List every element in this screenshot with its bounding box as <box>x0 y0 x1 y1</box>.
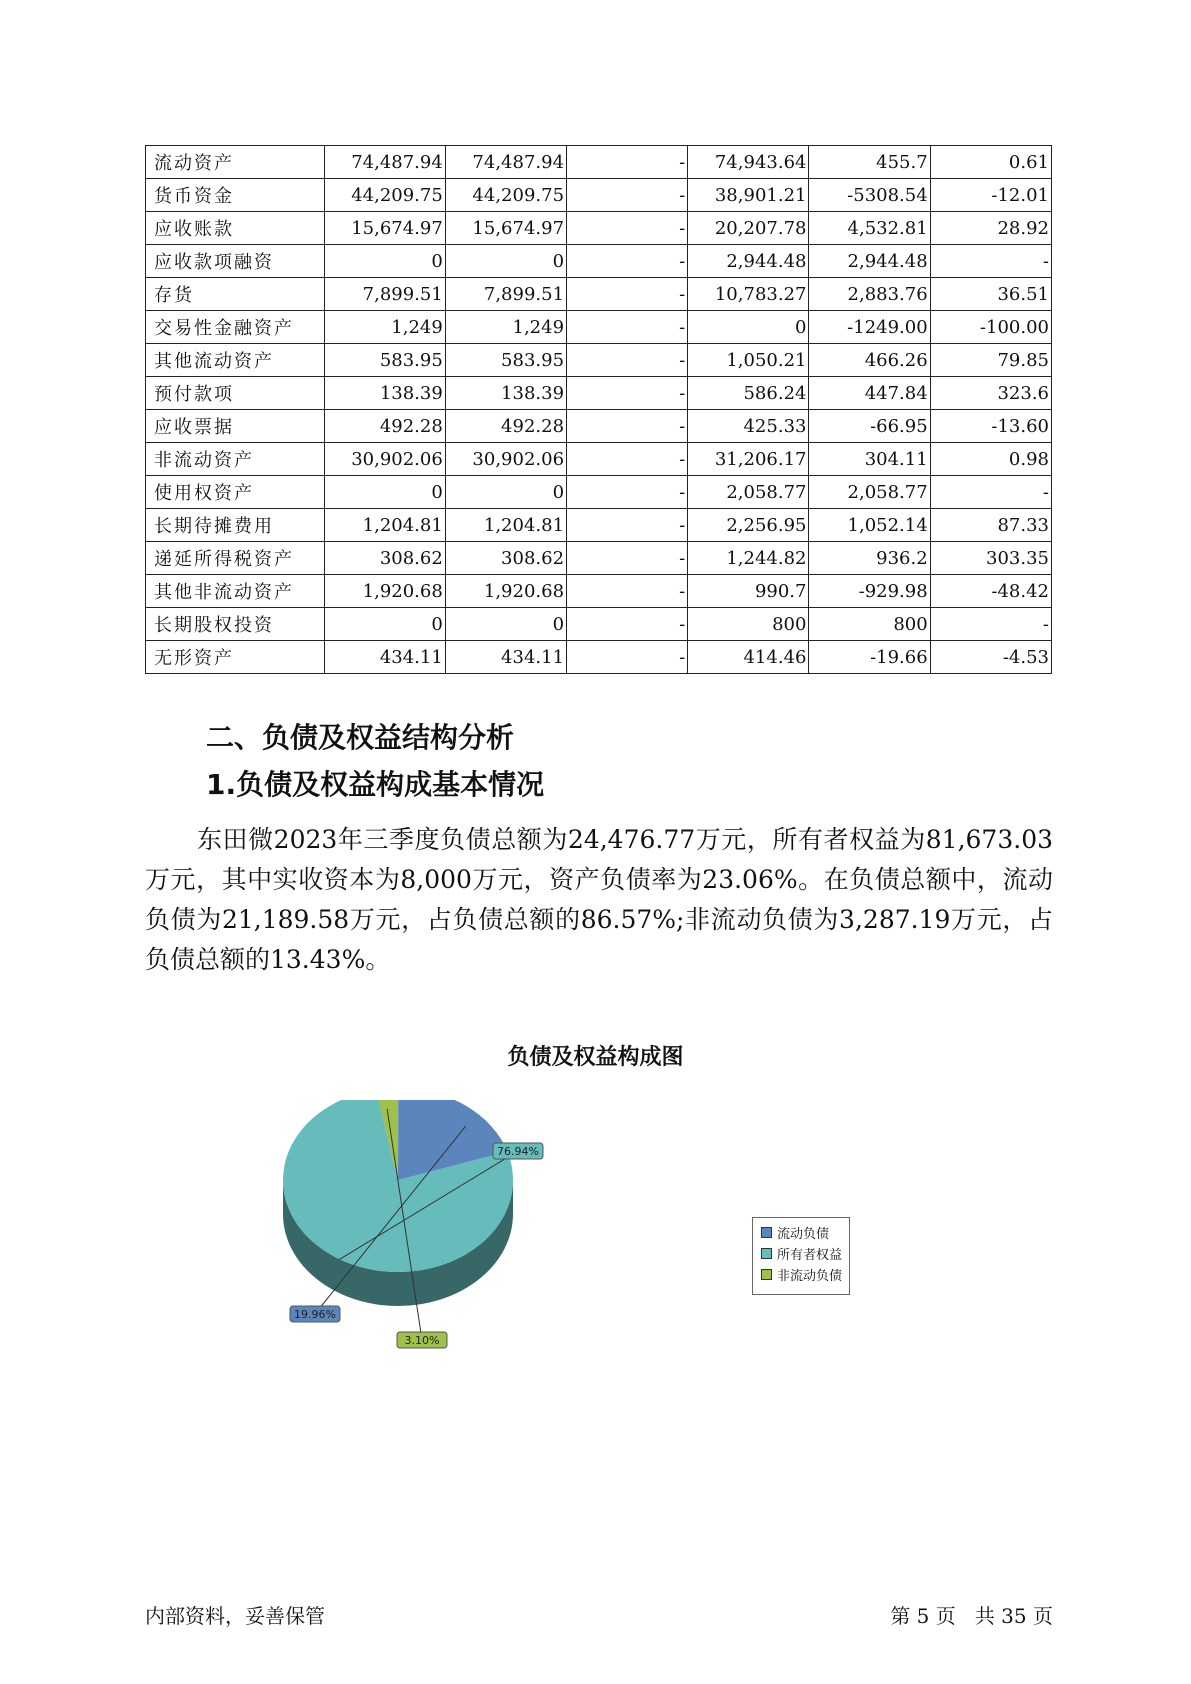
row-label-cell: 应收账款 <box>146 212 325 245</box>
value-cell: 2,058.77 <box>809 476 930 509</box>
value-cell: 800 <box>809 608 930 641</box>
section-heading: 二、负债及权益结构分析 <box>206 721 515 754</box>
value-cell: 38,901.21 <box>688 179 809 212</box>
value-cell: 455.7 <box>809 146 930 179</box>
row-label-cell: 其他流动资产 <box>146 344 325 377</box>
pie-data-label: 76.94% <box>497 1145 539 1158</box>
value-cell: 2,058.77 <box>688 476 809 509</box>
row-label-cell: 使用权资产 <box>146 476 325 509</box>
value-cell: - <box>567 146 688 179</box>
legend-label: 流动负债 <box>777 1227 830 1242</box>
row-label-cell: 货币资金 <box>146 179 325 212</box>
value-cell: 0 <box>324 476 445 509</box>
value-cell: 36.51 <box>930 278 1051 311</box>
value-cell: 1,204.81 <box>445 509 566 542</box>
legend-item <box>761 1243 849 1264</box>
value-cell: -66.95 <box>809 410 930 443</box>
value-cell: 0 <box>324 608 445 641</box>
value-cell: 1,249 <box>445 311 566 344</box>
value-cell: 1,244.82 <box>688 542 809 575</box>
value-cell: - <box>930 245 1051 278</box>
table-row <box>146 410 1052 443</box>
value-cell: - <box>567 245 688 278</box>
value-cell: 1,052.14 <box>809 509 930 542</box>
value-cell: -12.01 <box>930 179 1051 212</box>
table-row <box>146 443 1052 476</box>
value-cell: 304.11 <box>809 443 930 476</box>
value-cell: 0 <box>688 311 809 344</box>
value-cell: - <box>567 311 688 344</box>
value-cell: 0.61 <box>930 146 1051 179</box>
legend-swatch <box>761 1269 772 1280</box>
chart-title: 负债及权益构成图 <box>507 1045 684 1070</box>
value-cell: - <box>567 443 688 476</box>
table-row <box>146 641 1052 674</box>
value-cell: 303.35 <box>930 542 1051 575</box>
value-cell: 138.39 <box>445 377 566 410</box>
value-cell: 74,943.64 <box>688 146 809 179</box>
value-cell: 434.11 <box>445 641 566 674</box>
page-number: 第 5 页 共 35 页 <box>890 1604 1053 1628</box>
value-cell: 31,206.17 <box>688 443 809 476</box>
financial-table-body <box>146 146 1052 674</box>
value-cell: 990.7 <box>688 575 809 608</box>
value-cell: 0 <box>445 476 566 509</box>
value-cell: - <box>567 476 688 509</box>
value-cell: 79.85 <box>930 344 1051 377</box>
value-cell: 30,902.06 <box>445 443 566 476</box>
value-cell: -929.98 <box>809 575 930 608</box>
value-cell: 0.98 <box>930 443 1051 476</box>
value-cell: 0 <box>324 245 445 278</box>
value-cell: 2,883.76 <box>809 278 930 311</box>
table-row <box>146 179 1052 212</box>
value-cell: - <box>567 509 688 542</box>
value-cell: - <box>930 476 1051 509</box>
value-cell: 138.39 <box>324 377 445 410</box>
value-cell: - <box>567 179 688 212</box>
row-label-cell: 预付款项 <box>146 377 325 410</box>
legend-item <box>761 1264 849 1285</box>
value-cell: 583.95 <box>445 344 566 377</box>
value-cell: 44,209.75 <box>324 179 445 212</box>
table-row <box>146 146 1052 179</box>
value-cell: 20,207.78 <box>688 212 809 245</box>
footer-note: 内部资料，妥善保管 <box>145 1604 325 1628</box>
value-cell: 1,920.68 <box>445 575 566 608</box>
row-label-cell: 交易性金融资产 <box>146 311 325 344</box>
table-row <box>146 311 1052 344</box>
value-cell: - <box>567 608 688 641</box>
legend-label: 非流动负债 <box>777 1269 843 1284</box>
value-cell: -19.66 <box>809 641 930 674</box>
value-cell: 15,674.97 <box>445 212 566 245</box>
value-cell: 1,920.68 <box>324 575 445 608</box>
legend-label: 所有者权益 <box>777 1248 843 1263</box>
value-cell: 10,783.27 <box>688 278 809 311</box>
row-label-cell: 无形资产 <box>146 641 325 674</box>
value-cell: 2,256.95 <box>688 509 809 542</box>
legend-swatch <box>761 1227 772 1238</box>
value-cell: 414.46 <box>688 641 809 674</box>
value-cell: -5308.54 <box>809 179 930 212</box>
value-cell: 425.33 <box>688 410 809 443</box>
value-cell: - <box>567 575 688 608</box>
value-cell: - <box>567 212 688 245</box>
value-cell: 74,487.94 <box>324 146 445 179</box>
row-label-cell: 应收票据 <box>146 410 325 443</box>
value-cell: 44,209.75 <box>445 179 566 212</box>
pie-data-label: 19.96% <box>294 1308 336 1321</box>
value-cell: 323.6 <box>930 377 1051 410</box>
row-label-cell: 递延所得税资产 <box>146 542 325 575</box>
value-cell: 492.28 <box>324 410 445 443</box>
value-cell: 87.33 <box>930 509 1051 542</box>
value-cell: 800 <box>688 608 809 641</box>
value-cell: 28.92 <box>930 212 1051 245</box>
table-row <box>146 377 1052 410</box>
value-cell: -13.60 <box>930 410 1051 443</box>
table-row <box>146 608 1052 641</box>
value-cell: 4,532.81 <box>809 212 930 245</box>
value-cell: 30,902.06 <box>324 443 445 476</box>
value-cell: -4.53 <box>930 641 1051 674</box>
row-label-cell: 长期股权投资 <box>146 608 325 641</box>
value-cell: 2,944.48 <box>688 245 809 278</box>
value-cell: 308.62 <box>445 542 566 575</box>
value-cell: - <box>567 278 688 311</box>
value-cell: 74,487.94 <box>445 146 566 179</box>
value-cell: - <box>567 344 688 377</box>
value-cell: 583.95 <box>324 344 445 377</box>
value-cell: 434.11 <box>324 641 445 674</box>
value-cell: 1,050.21 <box>688 344 809 377</box>
chart-legend <box>752 1217 850 1295</box>
row-label-cell: 长期待摊费用 <box>146 509 325 542</box>
table-row <box>146 344 1052 377</box>
value-cell: 492.28 <box>445 410 566 443</box>
financial-table <box>145 145 1052 674</box>
value-cell: 1,249 <box>324 311 445 344</box>
row-label-cell: 非流动资产 <box>146 443 325 476</box>
row-label-cell: 应收款项融资 <box>146 245 325 278</box>
table-row <box>146 476 1052 509</box>
value-cell: - <box>567 410 688 443</box>
legend-item <box>761 1222 849 1243</box>
table-row <box>146 542 1052 575</box>
value-cell: 2,944.48 <box>809 245 930 278</box>
value-cell: 308.62 <box>324 542 445 575</box>
value-cell: 447.84 <box>809 377 930 410</box>
legend-swatch <box>761 1248 772 1259</box>
value-cell: - <box>567 542 688 575</box>
value-cell: -1249.00 <box>809 311 930 344</box>
pie-data-label: 3.10% <box>404 1334 440 1347</box>
row-label-cell: 存货 <box>146 278 325 311</box>
pie-chart <box>280 1100 610 1400</box>
value-cell: 0 <box>445 245 566 278</box>
row-label-cell: 其他非流动资产 <box>146 575 325 608</box>
section-subheading: 1.负债及权益构成基本情况 <box>206 768 545 801</box>
table-row <box>146 509 1052 542</box>
value-cell: - <box>930 608 1051 641</box>
value-cell: 15,674.97 <box>324 212 445 245</box>
value-cell: 1,204.81 <box>324 509 445 542</box>
table-row <box>146 245 1052 278</box>
table-row <box>146 575 1052 608</box>
value-cell: 7,899.51 <box>324 278 445 311</box>
value-cell: - <box>567 641 688 674</box>
row-label-cell: 流动资产 <box>146 146 325 179</box>
value-cell: - <box>567 377 688 410</box>
value-cell: 466.26 <box>809 344 930 377</box>
value-cell: -48.42 <box>930 575 1051 608</box>
value-cell: 586.24 <box>688 377 809 410</box>
value-cell: 936.2 <box>809 542 930 575</box>
table-row <box>146 278 1052 311</box>
value-cell: 0 <box>445 608 566 641</box>
value-cell: -100.00 <box>930 311 1051 344</box>
section-paragraph: 东田微2023年三季度负债总额为24,476.77万元，所有者权益为81,673.03万元，其中实收资本为8,000万元，资产负债率为23.06%。在负债总额中，流动负债为21,189.58万元，占负债总额的86.57%;非流动负债为3,287.19万元，占负债总额的13.43%。 <box>145 825 1053 974</box>
value-cell: 7,899.51 <box>445 278 566 311</box>
table-row <box>146 212 1052 245</box>
